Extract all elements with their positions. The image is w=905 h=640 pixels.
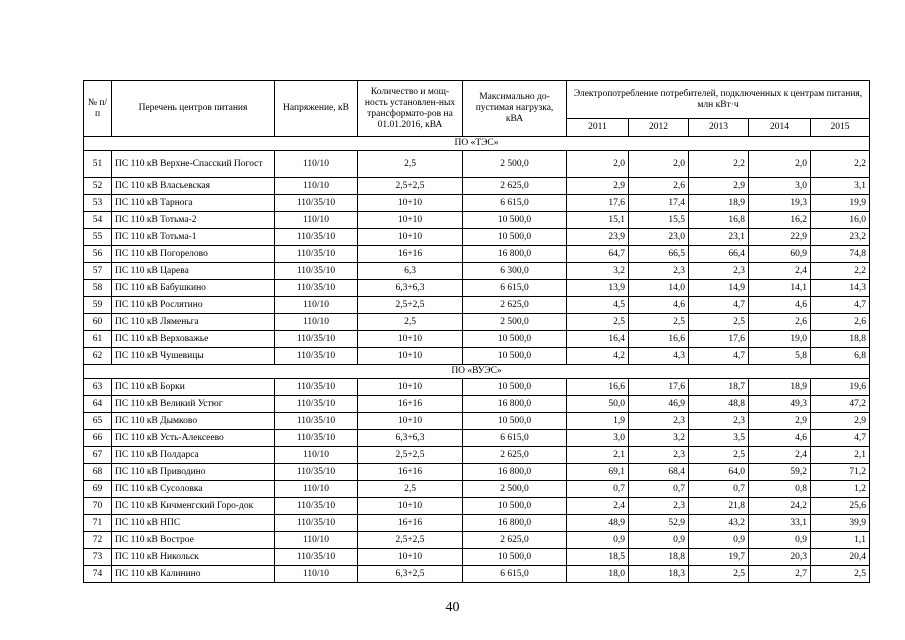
row-voltage: 110/35/10	[275, 515, 358, 532]
section-header	[84, 137, 870, 151]
row-transformers: 16+16	[358, 246, 463, 263]
row-voltage: 110/35/10	[275, 549, 358, 566]
table-row	[84, 297, 870, 314]
row-2014: 2,4	[749, 447, 811, 464]
table-row	[84, 246, 870, 263]
row-maxload: 10 500,0	[463, 498, 567, 515]
table-row	[84, 464, 870, 481]
row-2015: 1,2	[811, 481, 870, 498]
row-2012: 16,6	[629, 331, 689, 348]
header-name: Перечень центров питания	[112, 81, 275, 137]
row-2012: 4,6	[629, 297, 689, 314]
row-name: ПС 110 кВ Чушевицы	[112, 348, 275, 365]
row-2013: 14,9	[689, 280, 749, 297]
row-2015: 6,8	[811, 348, 870, 365]
row-2011: 23,9	[567, 229, 629, 246]
row-maxload: 2 500,0	[463, 481, 567, 498]
section-header	[84, 365, 870, 379]
row-2012: 0,7	[629, 481, 689, 498]
header-voltage: Напряжение, кВ	[275, 81, 358, 137]
row-number: 53	[84, 195, 112, 212]
row-voltage: 110/10	[275, 481, 358, 498]
row-2014: 0,9	[749, 532, 811, 549]
row-2015: 47,2	[811, 396, 870, 413]
row-number: 65	[84, 413, 112, 430]
row-number: 58	[84, 280, 112, 297]
row-name: ПС 110 кВ Царева	[112, 263, 275, 280]
row-2013: 2,2	[689, 151, 749, 178]
row-maxload: 6 300,0	[463, 263, 567, 280]
row-2012: 2,6	[629, 178, 689, 195]
row-2011: 3,0	[567, 430, 629, 447]
row-name: ПС 110 кВ Ляменьга	[112, 314, 275, 331]
row-number: 54	[84, 212, 112, 229]
row-maxload: 2 625,0	[463, 447, 567, 464]
row-name: ПС 110 кВ Никольск	[112, 549, 275, 566]
row-voltage: 110/10	[275, 297, 358, 314]
table-row	[84, 229, 870, 246]
row-2015: 2,1	[811, 447, 870, 464]
row-voltage: 110/10	[275, 212, 358, 229]
row-2013: 48,8	[689, 396, 749, 413]
row-2014: 18,9	[749, 379, 811, 396]
row-2011: 2,4	[567, 498, 629, 515]
row-name: ПС 110 кВ Верховажье	[112, 331, 275, 348]
row-name: ПС 110 кВ Приводино	[112, 464, 275, 481]
header-year: 2011	[567, 119, 629, 137]
row-name: ПС 110 кВ Власьевская	[112, 178, 275, 195]
row-2015: 20,4	[811, 549, 870, 566]
row-2014: 33,1	[749, 515, 811, 532]
row-transformers: 2,5+2,5	[358, 297, 463, 314]
row-2013: 66,4	[689, 246, 749, 263]
row-2013: 43,2	[689, 515, 749, 532]
table-row	[84, 280, 870, 297]
row-2012: 14,0	[629, 280, 689, 297]
row-2014: 24,2	[749, 498, 811, 515]
row-transformers: 10+10	[358, 195, 463, 212]
row-2011: 3,2	[567, 263, 629, 280]
row-transformers: 2,5+2,5	[358, 178, 463, 195]
header-year: 2012	[629, 119, 689, 137]
row-transformers: 2,5+2,5	[358, 447, 463, 464]
row-name: ПС 110 кВ Тотьма-2	[112, 212, 275, 229]
row-2011: 2,9	[567, 178, 629, 195]
row-2012: 66,5	[629, 246, 689, 263]
row-voltage: 110/35/10	[275, 413, 358, 430]
row-maxload: 10 500,0	[463, 348, 567, 365]
row-2011: 16,4	[567, 331, 629, 348]
table-row	[84, 178, 870, 195]
row-2013: 18,9	[689, 195, 749, 212]
row-2013: 64,0	[689, 464, 749, 481]
row-voltage: 110/35/10	[275, 246, 358, 263]
row-2011: 2,5	[567, 314, 629, 331]
row-2015: 39,9	[811, 515, 870, 532]
row-name: ПС 110 кВ Верхне-Спасский Погост	[112, 151, 275, 178]
row-number: 73	[84, 549, 112, 566]
row-voltage: 110/10	[275, 314, 358, 331]
row-2013: 16,8	[689, 212, 749, 229]
row-2011: 18,0	[567, 566, 629, 583]
row-2013: 21,8	[689, 498, 749, 515]
table-row	[84, 396, 870, 413]
row-2013: 2,9	[689, 178, 749, 195]
row-2011: 50,0	[567, 396, 629, 413]
row-2012: 2,3	[629, 498, 689, 515]
row-voltage: 110/35/10	[275, 331, 358, 348]
row-2015: 2,9	[811, 413, 870, 430]
row-2012: 2,3	[629, 413, 689, 430]
power-centers-table	[83, 80, 870, 583]
row-2012: 68,4	[629, 464, 689, 481]
row-transformers: 10+10	[358, 549, 463, 566]
table-row	[84, 348, 870, 365]
row-2012: 18,8	[629, 549, 689, 566]
row-number: 66	[84, 430, 112, 447]
row-transformers: 6,3	[358, 263, 463, 280]
row-2011: 16,6	[567, 379, 629, 396]
table-row	[84, 481, 870, 498]
row-transformers: 10+10	[358, 331, 463, 348]
row-2014: 3,0	[749, 178, 811, 195]
row-2014: 2,4	[749, 263, 811, 280]
row-voltage: 110/35/10	[275, 280, 358, 297]
row-2012: 2,5	[629, 314, 689, 331]
row-2014: 2,6	[749, 314, 811, 331]
row-2011: 17,6	[567, 195, 629, 212]
row-name: ПС 110 кВ Тарнога	[112, 195, 275, 212]
row-2011: 2,0	[567, 151, 629, 178]
row-maxload: 16 800,0	[463, 515, 567, 532]
row-2012: 18,3	[629, 566, 689, 583]
row-transformers: 10+10	[358, 348, 463, 365]
row-maxload: 10 500,0	[463, 379, 567, 396]
row-maxload: 6 615,0	[463, 280, 567, 297]
row-number: 62	[84, 348, 112, 365]
header-maxload: Максимально до-пустимая нагрузка, кВА	[463, 81, 567, 137]
row-2013: 2,5	[689, 447, 749, 464]
row-2015: 23,2	[811, 229, 870, 246]
row-2012: 0,9	[629, 532, 689, 549]
row-name: ПС 110 кВ Калинино	[112, 566, 275, 583]
row-2015: 2,5	[811, 566, 870, 583]
row-2015: 19,9	[811, 195, 870, 212]
row-voltage: 110/10	[275, 532, 358, 549]
row-2011: 2,1	[567, 447, 629, 464]
row-2013: 18,7	[689, 379, 749, 396]
row-2015: 19,6	[811, 379, 870, 396]
row-2012: 52,9	[629, 515, 689, 532]
row-transformers: 10+10	[358, 229, 463, 246]
header-consumption: Электропотребление потребителей, подключенных к центрам питания, млн кВт·ч	[567, 81, 870, 119]
row-2012: 17,6	[629, 379, 689, 396]
row-2015: 18,8	[811, 331, 870, 348]
row-2014: 0,8	[749, 481, 811, 498]
table-row	[84, 447, 870, 464]
row-maxload: 2 625,0	[463, 178, 567, 195]
row-2012: 2,3	[629, 263, 689, 280]
row-2011: 0,9	[567, 532, 629, 549]
table-row	[84, 314, 870, 331]
row-maxload: 10 500,0	[463, 229, 567, 246]
row-2014: 60,9	[749, 246, 811, 263]
row-name: ПС 110 кВ Сусоловка	[112, 481, 275, 498]
row-name: ПС 110 кВ Вострое	[112, 532, 275, 549]
row-2014: 59,2	[749, 464, 811, 481]
section-title: ПО «ТЭС»	[84, 137, 870, 151]
row-2015: 4,7	[811, 297, 870, 314]
row-transformers: 16+16	[358, 464, 463, 481]
table-row	[84, 515, 870, 532]
header-year: 2013	[689, 119, 749, 137]
row-2013: 4,7	[689, 348, 749, 365]
row-maxload: 16 800,0	[463, 246, 567, 263]
row-2011: 0,7	[567, 481, 629, 498]
row-transformers: 6,3+2,5	[358, 566, 463, 583]
table-row	[84, 151, 870, 178]
row-2015: 25,6	[811, 498, 870, 515]
header-year: 2015	[811, 119, 870, 137]
row-2014: 16,2	[749, 212, 811, 229]
row-number: 72	[84, 532, 112, 549]
row-voltage: 110/35/10	[275, 396, 358, 413]
row-maxload: 2 500,0	[463, 314, 567, 331]
row-name: ПС 110 кВ Тотьма-1	[112, 229, 275, 246]
row-2011: 4,5	[567, 297, 629, 314]
row-2013: 2,5	[689, 566, 749, 583]
row-number: 52	[84, 178, 112, 195]
row-2015: 71,2	[811, 464, 870, 481]
row-voltage: 110/35/10	[275, 195, 358, 212]
row-number: 56	[84, 246, 112, 263]
row-2013: 19,7	[689, 549, 749, 566]
row-maxload: 2 625,0	[463, 297, 567, 314]
row-2012: 23,0	[629, 229, 689, 246]
row-2011: 1,9	[567, 413, 629, 430]
row-2013: 23,1	[689, 229, 749, 246]
row-voltage: 110/35/10	[275, 464, 358, 481]
row-number: 74	[84, 566, 112, 583]
table-row	[84, 566, 870, 583]
row-name: ПС 110 кВ Полдарса	[112, 447, 275, 464]
header-transformers: Количество и мощ-ность установлен-ных трансформато-ров на 01.01.2016, кВА	[358, 81, 463, 137]
table-row	[84, 195, 870, 212]
row-number: 59	[84, 297, 112, 314]
row-2013: 2,5	[689, 314, 749, 331]
row-transformers: 16+16	[358, 515, 463, 532]
row-transformers: 10+10	[358, 379, 463, 396]
row-maxload: 10 500,0	[463, 549, 567, 566]
table-row	[84, 413, 870, 430]
row-2015: 1,1	[811, 532, 870, 549]
row-2013: 4,7	[689, 297, 749, 314]
row-maxload: 10 500,0	[463, 413, 567, 430]
row-2015: 2,6	[811, 314, 870, 331]
row-2014: 19,3	[749, 195, 811, 212]
row-2013: 17,6	[689, 331, 749, 348]
row-transformers: 2,5	[358, 314, 463, 331]
section-title: ПО «ВУЭС»	[84, 365, 870, 379]
row-number: 67	[84, 447, 112, 464]
row-2015: 16,0	[811, 212, 870, 229]
row-maxload: 6 615,0	[463, 566, 567, 583]
row-voltage: 110/35/10	[275, 348, 358, 365]
row-number: 71	[84, 515, 112, 532]
row-2012: 3,2	[629, 430, 689, 447]
row-number: 68	[84, 464, 112, 481]
page-number: 40	[445, 600, 460, 615]
row-maxload: 6 615,0	[463, 195, 567, 212]
row-transformers: 16+16	[358, 396, 463, 413]
row-name: ПС 110 кВ Великий Устюг	[112, 396, 275, 413]
row-number: 64	[84, 396, 112, 413]
row-transformers: 10+10	[358, 413, 463, 430]
row-voltage: 110/10	[275, 447, 358, 464]
row-number: 70	[84, 498, 112, 515]
row-2015: 74,8	[811, 246, 870, 263]
table-row	[84, 549, 870, 566]
table-body	[84, 137, 870, 583]
row-2014: 20,3	[749, 549, 811, 566]
row-transformers: 10+10	[358, 498, 463, 515]
row-name: ПС 110 кВ Рослятино	[112, 297, 275, 314]
row-2011: 69,1	[567, 464, 629, 481]
row-2011: 48,9	[567, 515, 629, 532]
row-2014: 49,3	[749, 396, 811, 413]
row-2012: 17,4	[629, 195, 689, 212]
row-2012: 2,3	[629, 447, 689, 464]
row-2013: 2,3	[689, 263, 749, 280]
row-2011: 64,7	[567, 246, 629, 263]
row-voltage: 110/35/10	[275, 430, 358, 447]
row-2015: 3,1	[811, 178, 870, 195]
row-maxload: 16 800,0	[463, 396, 567, 413]
row-maxload: 6 615,0	[463, 430, 567, 447]
row-2011: 15,1	[567, 212, 629, 229]
row-name: ПС 110 кВ Усть-Алексеево	[112, 430, 275, 447]
row-2014: 4,6	[749, 297, 811, 314]
row-2015: 4,7	[811, 430, 870, 447]
row-2014: 14,1	[749, 280, 811, 297]
table-row	[84, 532, 870, 549]
row-2014: 22,9	[749, 229, 811, 246]
row-transformers: 6,3+6,3	[358, 280, 463, 297]
row-voltage: 110/10	[275, 151, 358, 178]
row-number: 51	[84, 151, 112, 178]
row-number: 63	[84, 379, 112, 396]
row-2012: 46,9	[629, 396, 689, 413]
table-row	[84, 498, 870, 515]
row-maxload: 10 500,0	[463, 212, 567, 229]
row-2013: 0,7	[689, 481, 749, 498]
row-2013: 0,9	[689, 532, 749, 549]
row-2014: 19,0	[749, 331, 811, 348]
row-2014: 2,9	[749, 413, 811, 430]
row-2011: 4,2	[567, 348, 629, 365]
row-2014: 2,7	[749, 566, 811, 583]
row-2012: 2,0	[629, 151, 689, 178]
row-maxload: 2 625,0	[463, 532, 567, 549]
row-voltage: 110/10	[275, 566, 358, 583]
row-voltage: 110/35/10	[275, 229, 358, 246]
row-name: ПС 110 кВ Борки	[112, 379, 275, 396]
table-row	[84, 212, 870, 229]
row-maxload: 2 500,0	[463, 151, 567, 178]
table-row	[84, 430, 870, 447]
row-2014: 5,8	[749, 348, 811, 365]
header-no: № п/п	[84, 81, 112, 137]
row-voltage: 110/35/10	[275, 498, 358, 515]
row-2015: 14,3	[811, 280, 870, 297]
row-voltage: 110/35/10	[275, 379, 358, 396]
row-2015: 2,2	[811, 263, 870, 280]
table-row	[84, 263, 870, 280]
table-row	[84, 331, 870, 348]
row-name: ПС 110 кВ Дымково	[112, 413, 275, 430]
row-name: ПС 110 кВ Кичменгский Горо-док	[112, 498, 275, 515]
row-number: 69	[84, 481, 112, 498]
row-transformers: 2,5	[358, 151, 463, 178]
row-2015: 2,2	[811, 151, 870, 178]
header-year: 2014	[749, 119, 811, 137]
row-transformers: 2,5+2,5	[358, 532, 463, 549]
row-2014: 4,6	[749, 430, 811, 447]
row-maxload: 10 500,0	[463, 331, 567, 348]
row-2012: 4,3	[629, 348, 689, 365]
row-2012: 15,5	[629, 212, 689, 229]
row-name: ПС 110 кВ НПС	[112, 515, 275, 532]
row-number: 57	[84, 263, 112, 280]
row-2013: 3,5	[689, 430, 749, 447]
row-2011: 13,9	[567, 280, 629, 297]
row-voltage: 110/10	[275, 178, 358, 195]
row-transformers: 6,3+6,3	[358, 430, 463, 447]
row-name: ПС 110 кВ Погорелово	[112, 246, 275, 263]
row-2013: 2,3	[689, 413, 749, 430]
row-transformers: 10+10	[358, 212, 463, 229]
table-row	[84, 379, 870, 396]
row-maxload: 16 800,0	[463, 464, 567, 481]
row-name: ПС 110 кВ Бабушкино	[112, 280, 275, 297]
row-voltage: 110/35/10	[275, 263, 358, 280]
row-number: 55	[84, 229, 112, 246]
row-2014: 2,0	[749, 151, 811, 178]
row-number: 60	[84, 314, 112, 331]
row-number: 61	[84, 331, 112, 348]
row-transformers: 2,5	[358, 481, 463, 498]
row-2011: 18,5	[567, 549, 629, 566]
